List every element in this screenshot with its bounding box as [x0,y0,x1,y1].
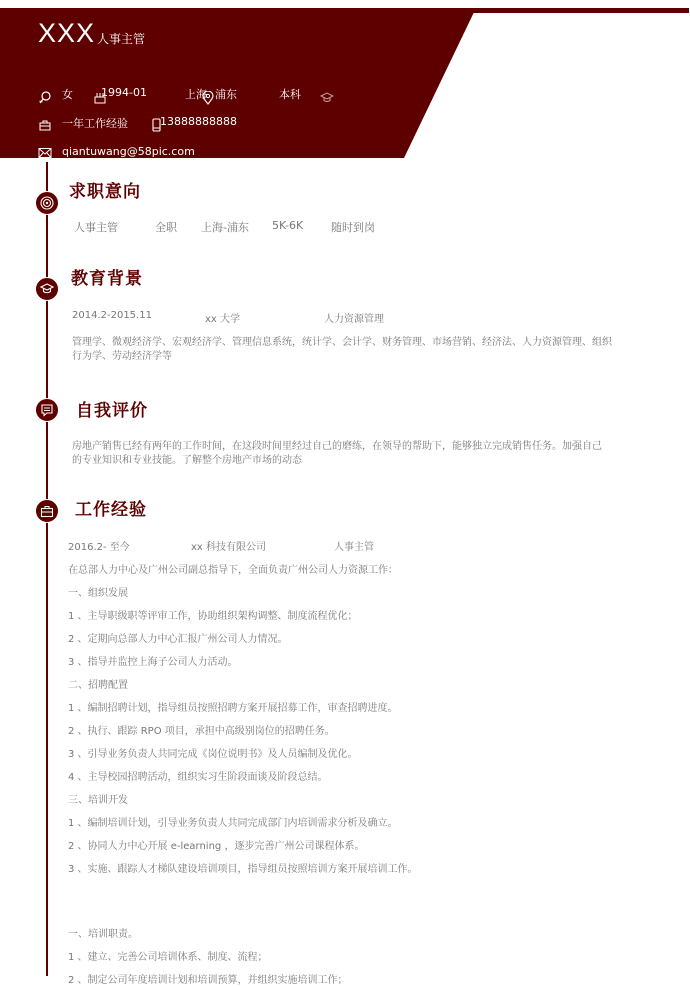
work-line: 一、组织发展 [68,588,128,599]
self-eval-line1: 房地产销售已经有两年的工作时间，在这段时间里经过自己的磨练，在领导的帮助下，能够独立完成销售任务。加强自己 [72,441,602,452]
email-address[interactable]: qiantuwang@58pic.com [62,145,195,158]
education-major: 人力资源管理 [324,314,384,325]
briefcase-icon [38,118,52,132]
work-line: 3 、实施、跟踪人才梯队建设培训项目，指导组员按照培训方案开展培训工作。 [68,864,418,875]
intent-type: 全职 [155,221,177,234]
work-line: 1 、主导职级职等评审工作，协助组织架构调整、制度流程优化； [68,611,358,622]
timeline-dot-education [35,277,59,301]
intent-availability: 随时到岗 [331,221,375,234]
intent-city: 上海-浦东 [201,221,249,234]
education-level: 本科 [279,88,301,101]
timeline-dot-intent [35,191,59,215]
work-line: 1 、编制招聘计划，指导组员按照招聘方案开展招募工作，审查招聘进度。 [68,703,398,714]
education-courses-line1: 管理学、微观经济学、宏观经济学、管理信息系统，统计学、会计学、财务管理、市场营销、经济法、人力资源管理、组织 [72,337,612,348]
work-line: 三、培训开发 [68,795,128,806]
work-line: 1 、编制培训计划，引导业务负责人共同完成部门内培训需求分析及确立。 [68,818,398,829]
work-line: 4 、主导校园招聘活动，组织实习生阶段面谈及阶段总结。 [68,772,328,783]
section-title-intent: 求职意向 [69,182,141,202]
work-experience: 一年工作经验 [62,117,128,130]
work-line: 2 、执行、跟踪 RPO 项目，承担中高级别岗位的招聘任务。 [68,726,335,737]
work-line: 2 、制定公司年度培训计划和培训预算，并组织实施培训工作； [68,975,348,986]
work-line: 3 、指导并监控上海子公司人力活动。 [68,657,238,668]
education-courses-line2: 行为学、劳动经济学等 [72,351,172,362]
gender: 女 [62,88,73,101]
work-line: 3 、引导业务负责人共同完成《岗位说明书》及人员编制及优化。 [68,749,358,760]
candidate-role: 人事主管 [97,32,146,46]
self-eval-line2: 的专业知识和专业技能。了解整个房地产市场的动态 [72,455,302,466]
target-icon [40,196,54,210]
work-position: 人事主管 [334,542,374,553]
work-line: 1 、建立、完善公司培训体系、制度、流程； [68,952,268,963]
phone-number[interactable]: 13888888888 [160,115,237,128]
work-line: 二、招聘配置 [68,680,128,691]
location-district: 浦东 [215,88,237,101]
mail-icon [38,146,52,160]
work-period: 2016.2- 至今 [68,542,130,553]
work-company: xx 科技有限公司 [191,542,267,553]
education-school: xx 大学 [205,314,241,325]
graduation-cap-icon [320,91,334,105]
work-line: 一、培训职责。 [68,929,138,940]
section-title-self-eval: 自我评价 [76,401,148,421]
work-line: 2 、定期向总部人力中心汇报广州公司人力情况。 [68,634,288,645]
briefcase-icon [40,504,54,518]
location-pin-icon [201,91,215,105]
candidate-name: XXX [38,18,96,48]
intent-salary: 5K-6K [272,219,304,232]
graduation-cap-icon [40,282,54,296]
birth-date: 1994-01 [101,86,147,99]
location-city: 上海 [185,88,207,101]
section-title-education: 教育背景 [71,269,143,289]
intent-position: 人事主管 [74,221,118,234]
timeline-dot-work [35,499,59,523]
comment-icon [40,403,54,417]
section-title-work: 工作经验 [75,500,147,520]
work-line: 在总部人力中心及广州公司副总指导下，全面负责广州公司人力资源工作： [68,565,398,576]
timeline-dot-self-eval [35,398,59,422]
education-period: 2014.2-2015.11 [72,310,152,321]
female-icon [38,90,52,104]
work-line: 2 、协同人力中心开展 e-learning ，逐步完善广州公司课程体系。 [68,841,365,852]
